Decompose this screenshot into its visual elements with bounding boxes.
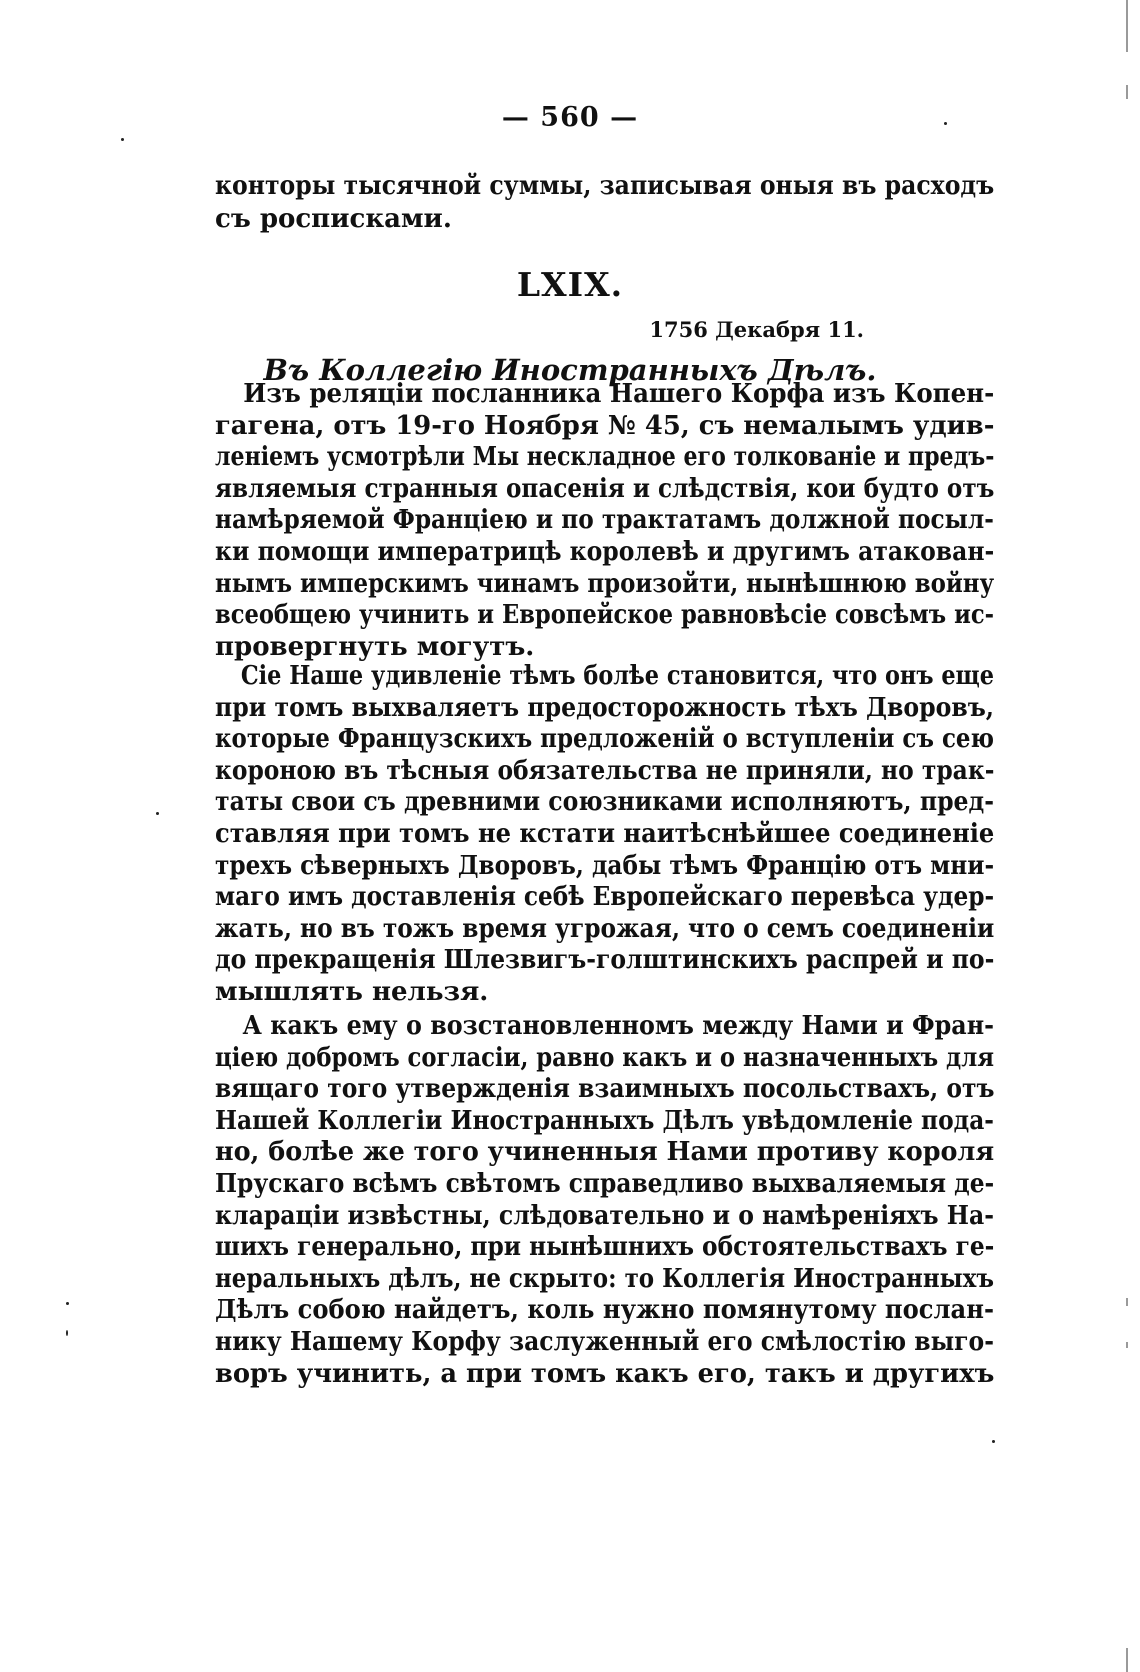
paragraph-line: до прекращенія Шлезвигъ-голштинскихъ распрей и по-: [215, 945, 995, 976]
paragraph-line: нымъ имперскимъ чинамъ произойти, нынѣшнюю войну: [215, 568, 995, 599]
continuation-line: конторы тысячной суммы, записывая оныя въ расходъ: [215, 171, 995, 201]
paragraph-line: которые Французскихъ предложеній о вступленіи съ сею: [215, 724, 994, 755]
paragraph-line: Прускаго всѣмъ свѣтомъ справедливо выхваляемыя де-: [215, 1169, 995, 1199]
paragraph-line: Дѣлъ собою найдетъ, коль нужно помянутому послан-: [215, 1295, 994, 1326]
scan-speck: [66, 1302, 69, 1305]
scan-edge-mark: [1126, 1648, 1128, 1672]
paragraph-line: ціею добромъ согласіи, равно какъ и о назначенныхъ для: [215, 1042, 994, 1073]
paragraph-line: Сіе Наше удивленіе тѣмъ болѣе становится, что онъ еще: [240, 661, 995, 691]
scan-edge-mark: [1126, 0, 1128, 52]
paragraph-line: леніемъ усмотрѣли Мы нескладное его толкованіе и предъ-: [215, 442, 995, 473]
paragraph-line: ки помощи императрицѣ королевѣ и другимъ атакован-: [215, 537, 995, 567]
scan-speck: [66, 1330, 68, 1336]
paragraph-line: А какъ ему о возстановленномъ между Нами и Фран-: [242, 1011, 995, 1041]
paragraph-line: неральныхъ дѣлъ, не скрыто: то Коллегія Иностранныхъ: [215, 1263, 994, 1294]
scan-edge-mark: [1126, 1342, 1128, 1348]
paragraph-line: нику Нашему Корфу заслуженный его смѣлостію выго-: [215, 1327, 994, 1357]
paragraph-line: клараціи извѣстны, слѣдовательно и о намѣреніяхъ На-: [215, 1200, 995, 1231]
paragraph-line: шихъ генерально, при нынѣшнихъ обстоятельствахъ ге-: [215, 1232, 995, 1263]
paragraph-line: мышлять нельзя.: [215, 977, 489, 1007]
paragraph-line: намѣряемой Франціею и по трактатамъ должной посыл-: [215, 505, 994, 536]
paragraph-line: ставляя при томъ не кстати наитѣснѣйшее соединеніе: [215, 819, 995, 849]
section-address: Въ Коллегію Иностранныхъ Дѣлъ.: [263, 353, 877, 387]
section-number: LXIX.: [516, 265, 624, 304]
paragraph-line: воръ учинить, а при томъ какъ его, такъ и другихъ: [215, 1358, 995, 1389]
paragraph-line: но, болѣе же того учиненныя Нами противу короля: [215, 1137, 995, 1168]
section-date: 1756 Декабря 11.: [649, 317, 864, 342]
scan-speck: [156, 812, 159, 815]
paragraph-line: вящаго того утвержденія взаимныхъ посольствахъ, отъ: [215, 1074, 995, 1105]
paragraph-line: маго имъ доставленія себѣ Европейскаго перевѣса удер-: [215, 882, 995, 913]
paragraph-line: Изъ реляціи посланника Нашего Корфа изъ Копен-: [243, 379, 995, 409]
scan-speck: [992, 1440, 995, 1443]
paragraph-line: Нашей Коллегіи Иностранныхъ Дѣлъ увѣдомленіе пода-: [215, 1105, 994, 1136]
paragraph-line: жать, но въ тожъ время угрожая, что о семъ соединеніи: [215, 913, 995, 944]
paragraph-line: всеобщею учинить и Европейское равновѣсіе совсѣмъ ис-: [215, 600, 994, 631]
continuation-line: съ росписками.: [215, 204, 452, 234]
scan-edge-mark: [1126, 1298, 1128, 1306]
paragraph-line: провергнуть могутъ.: [215, 631, 535, 662]
scan-speck: [121, 138, 124, 141]
scan-edge-mark: [1126, 85, 1128, 99]
paragraph-line: являемыя странныя опасенія и слѣдствія, кои будто отъ: [215, 473, 995, 504]
paragraph-line: трехъ сѣверныхъ Дворовъ, дабы тѣмъ Францію отъ мни-: [215, 850, 995, 881]
paragraph-line: таты свои съ древними союзниками исполняютъ, пред-: [215, 787, 994, 818]
scan-speck: [944, 122, 947, 125]
paragraph-line: короною въ тѣсныя обязательства не приняли, но трак-: [215, 755, 995, 786]
page-number: — 560 —: [501, 102, 639, 133]
paragraph-line: гагена, отъ 19-го Ноября № 45, съ немалымъ удив-: [215, 410, 995, 441]
paragraph-line: при томъ выхваляетъ предосторожность тѣхъ Дворовъ,: [215, 692, 995, 723]
